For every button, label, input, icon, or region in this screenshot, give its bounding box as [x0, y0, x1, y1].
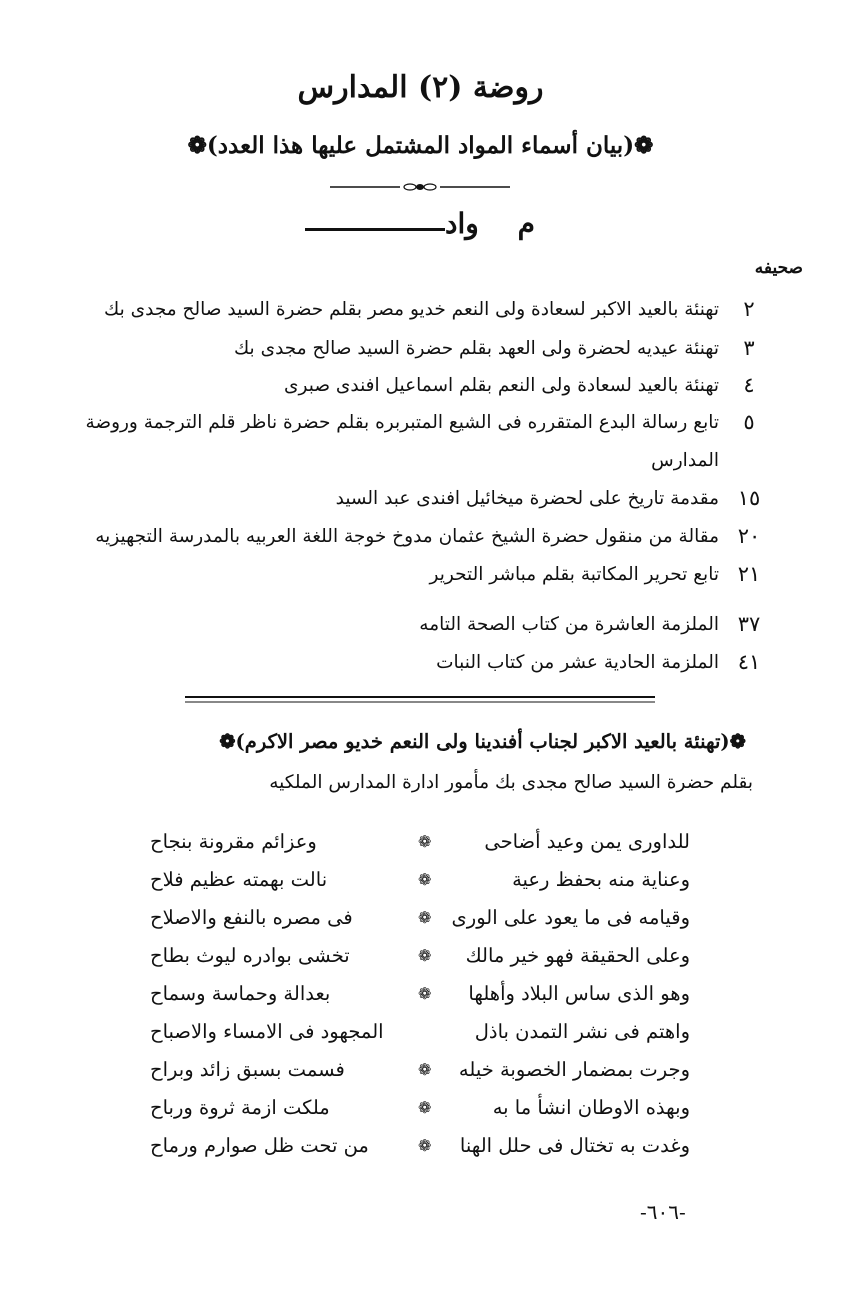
- verse-first-hemistich: وعلى الحقيقة فهو خير مالك: [465, 944, 690, 967]
- poem-verse: [150, 864, 690, 902]
- verse-second-hemistich: نالت بهمته عظيم فلاح: [150, 868, 328, 891]
- page-title: روضة (٢) المدارس: [297, 70, 544, 105]
- verse-separator-icon: ❁: [418, 870, 432, 889]
- verse-separator-icon: ❁: [418, 984, 432, 1003]
- toc-page-number: ٢١: [737, 562, 761, 586]
- toc-title: الملزمة الحادية عشر من كتاب النبات: [436, 652, 719, 673]
- toc-item: [89, 486, 769, 520]
- verse-first-hemistich: واهتم فى نشر التمدن باذل: [474, 1020, 690, 1043]
- toc-item: [89, 373, 769, 407]
- toc-item: [89, 297, 769, 331]
- poem-verse: [150, 826, 690, 864]
- toc-page-number: ٤: [743, 373, 755, 397]
- toc-title: مقدمة تاريخ على لحضرة ميخائيل افندى عبد السيد: [335, 488, 719, 509]
- section-heading-left: واد: [445, 207, 479, 240]
- toc-title: تابع رسالة البدع المتقرره فى الشيع المتبربره بقلم حضرة ناظر قلم الترجمة وروضة: [85, 412, 719, 433]
- ornament-divider: [330, 182, 510, 192]
- article-author: بقلم حضرة السيد صالح مجدى بك مأمور ادارة المدارس الملكيه: [269, 772, 753, 793]
- toc-item: [85, 410, 769, 480]
- verse-second-hemistich: من تحت ظل صوارم ورماح: [150, 1134, 369, 1157]
- toc-page-number: ٤١: [737, 650, 761, 674]
- verse-second-hemistich: بعدالة وحماسة وسماح: [150, 982, 331, 1005]
- toc-page-number: ٢٠: [737, 524, 761, 548]
- toc-page-number: ١٥: [737, 486, 761, 510]
- toc-title: تهنئة بالعيد الاكبر لسعادة ولى النعم خديو مصر بقلم حضرة السيد صالح مجدى بك: [104, 299, 719, 320]
- verse-first-hemistich: وقيامه فى ما يعود على الورى: [451, 906, 690, 929]
- section-heading: [295, 205, 545, 245]
- verse-separator-icon: ❁: [418, 832, 432, 851]
- verse-first-hemistich: للداورى يمن وعيد أضاحى: [484, 830, 690, 853]
- toc-item: [89, 562, 769, 596]
- toc-page-number: ٥: [743, 410, 755, 434]
- toc-item: [89, 336, 769, 370]
- toc-page-number: ٣٧: [737, 612, 761, 636]
- poem-verse: [150, 1054, 690, 1092]
- poem-verse: [150, 1016, 690, 1054]
- toc-title: تهنئة عيديه لحضرة ولى العهد بقلم حضرة السيد صالح مجدى بك: [233, 338, 719, 359]
- poem-verse: [150, 1092, 690, 1130]
- verse-separator-icon: ❁: [418, 1098, 432, 1117]
- verse-separator-icon: ❁: [418, 1136, 432, 1155]
- verse-second-hemistich: فسمت بسبق زائد وبراح: [150, 1058, 345, 1081]
- verse-second-hemistich: فى مصره بالنفع والاصلاح: [150, 906, 353, 929]
- toc-page-number: ٣: [743, 336, 755, 360]
- toc-title: تابع تحرير المكاتبة بقلم مباشر التحرير: [429, 564, 719, 585]
- verse-separator-icon: ❁: [418, 908, 432, 927]
- section-heading-right: م: [517, 207, 535, 240]
- toc-item: [89, 650, 769, 684]
- verse-second-hemistich: تخشى بوادره ليوث بطاح: [150, 944, 350, 967]
- poem-verse: [150, 940, 690, 978]
- verse-first-hemistich: وبهذه الاوطان انشأ ما به: [492, 1096, 690, 1119]
- page-number: -٦٠٦-: [640, 1200, 686, 1224]
- toc-title: الملزمة العاشرة من كتاب الصحة التامه: [419, 614, 719, 635]
- poem-verse: [150, 1130, 690, 1168]
- verse-second-hemistich: وعزائم مقرونة بنجاح: [150, 830, 317, 853]
- verse-first-hemistich: وعناية منه بحفظ رعية: [512, 868, 690, 891]
- toc-title: تهنئة بالعيد لسعادة ولى النعم بقلم اسماعيل افندى صبرى: [284, 375, 719, 396]
- toc-page-number: ٢: [743, 297, 755, 321]
- contents-subtitle: ❁(بيان أسماء المواد المشتمل عليها هذا العدد)❁: [187, 132, 654, 159]
- verse-separator-icon: ❁: [418, 946, 432, 965]
- page-column-header: صحيفه: [754, 258, 803, 278]
- verse-first-hemistich: وهو الذى ساس البلاد وأهلها: [468, 982, 690, 1005]
- toc-item: [89, 612, 769, 646]
- verse-second-hemistich: المجهود فى الامساء والاصباح: [150, 1020, 384, 1043]
- verse-first-hemistich: وغدت به تختال فى حلل الهنا: [459, 1134, 690, 1157]
- verse-second-hemistich: ملكت ازمة ثروة ورباح: [150, 1096, 330, 1119]
- poem-verse: [150, 978, 690, 1016]
- toc-item: [89, 524, 769, 558]
- toc-title-continuation: المدارس: [651, 450, 719, 471]
- poem-verse: [150, 902, 690, 940]
- article-title: ❁(تهنئة بالعيد الاكبر لجناب أفندينا ولى النعم خديو مصر الاكرم)❁: [219, 730, 746, 753]
- toc-title: مقالة من منقول حضرة الشيخ عثمان مدوخ خوجة اللغة العربيه بالمدرسة التجهيزيه: [95, 526, 719, 547]
- verse-first-hemistich: وجرت بمضمار الخصوبة خيله: [458, 1058, 690, 1081]
- double-rule-divider: [185, 694, 655, 706]
- verse-separator-icon: ❁: [418, 1060, 432, 1079]
- kashida-line: [305, 228, 445, 231]
